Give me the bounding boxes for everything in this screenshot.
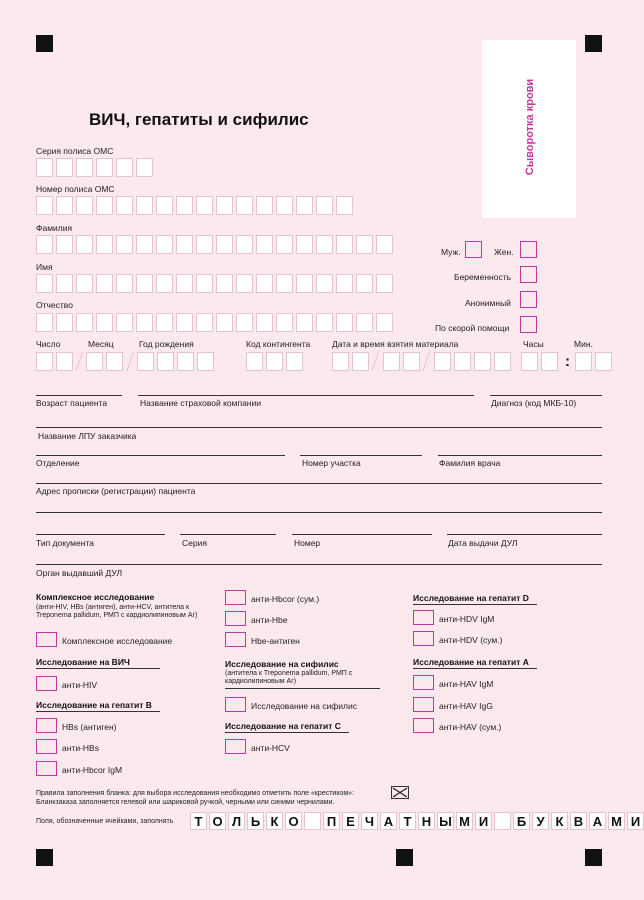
birth-year-cells[interactable]: [137, 352, 214, 371]
input-cell[interactable]: [276, 313, 293, 332]
input-cell[interactable]: [216, 313, 233, 332]
month-label: Месяц: [88, 339, 114, 349]
issue-date-label: Дата выдачи ДУЛ: [448, 538, 518, 548]
input-cell[interactable]: [96, 274, 113, 293]
anti-hbcor-total-checkbox[interactable]: [225, 590, 246, 605]
input-cell[interactable]: [196, 235, 213, 254]
contingent-code-cells[interactable]: [246, 352, 303, 371]
input-cell[interactable]: [296, 274, 313, 293]
letter-cell: Т: [190, 812, 207, 830]
minutes-label: Мин.: [574, 339, 593, 349]
input-cell[interactable]: [136, 158, 153, 177]
anti-hav-igm-label: анти-HAV IgM: [439, 679, 494, 689]
input-cell[interactable]: [316, 235, 333, 254]
syphilis-desc: (антитела к Treponema pallidum, РМП с кардиолипиновым Аг): [225, 670, 380, 689]
input-cell[interactable]: [176, 235, 193, 254]
sampling-minutes-cells[interactable]: [575, 352, 612, 371]
anti-hbcor-total-label: анти-Hbcor (сум.): [251, 594, 320, 604]
letter-cell: А: [380, 812, 397, 830]
ambulance-checkbox[interactable]: [520, 316, 537, 333]
doctor-label: Фамилия врача: [439, 458, 501, 468]
birth-day-cells[interactable]: [36, 352, 73, 371]
diagnosis-line[interactable]: [490, 395, 602, 396]
input-cell[interactable]: [36, 196, 53, 215]
day-label: Число: [36, 339, 61, 349]
registration-marker: [585, 849, 602, 866]
first-name-label: Имя: [36, 262, 53, 272]
date-separator: [75, 350, 83, 371]
sample-type-label: Сыворотка крови: [524, 78, 536, 176]
input-cell[interactable]: [156, 274, 173, 293]
department-line[interactable]: [36, 455, 285, 456]
anti-hbs-label: анти-HBs: [62, 743, 99, 753]
anti-hbs-checkbox[interactable]: [36, 739, 57, 754]
ambulance-label: По скорой помощи: [435, 323, 510, 333]
pregnancy-label: Беременность: [454, 272, 512, 282]
input-cell[interactable]: [136, 313, 153, 332]
input-cell[interactable]: [296, 235, 313, 254]
input-cell[interactable]: [356, 235, 373, 254]
anti-hdv-igm-checkbox[interactable]: [413, 610, 434, 625]
input-cell[interactable]: [56, 196, 73, 215]
district-line[interactable]: [300, 455, 422, 456]
input-cell[interactable]: [176, 274, 193, 293]
number-line[interactable]: [292, 534, 432, 535]
letter-cell: [494, 812, 511, 830]
anti-hav-total-label: анти-HAV (сум.): [439, 722, 502, 732]
age-line[interactable]: [36, 395, 122, 396]
input-cell[interactable]: [116, 235, 133, 254]
input-cell[interactable]: [36, 313, 53, 332]
anti-hbcor-igm-checkbox[interactable]: [36, 761, 57, 776]
input-cell[interactable]: [176, 196, 193, 215]
contingent-code-label: Код контингента: [246, 339, 311, 349]
address-label: Адрес прописки (регистрации) пациента: [36, 486, 196, 496]
letter-cell: Ч: [361, 812, 378, 830]
department-label: Отделение: [36, 458, 80, 468]
input-cell[interactable]: [76, 196, 93, 215]
input-cell[interactable]: [156, 313, 173, 332]
input-cell[interactable]: [356, 313, 373, 332]
letter-cell: О: [209, 812, 226, 830]
input-cell[interactable]: [116, 274, 133, 293]
hbs-antigen-label: HBs (антиген): [62, 722, 117, 732]
input-cell[interactable]: [276, 196, 293, 215]
letter-cell: П: [323, 812, 340, 830]
registration-marker: [585, 35, 602, 52]
hours-label: Часы: [523, 339, 544, 349]
anti-hdv-total-checkbox[interactable]: [413, 631, 434, 646]
input-cell[interactable]: [136, 196, 153, 215]
doc-type-label: Тип документа: [36, 538, 94, 548]
input-cell[interactable]: [196, 196, 213, 215]
sampling-datetime-label: Дата и время взятия материала: [332, 339, 459, 349]
input-cell[interactable]: [76, 158, 93, 177]
letter-cell: А: [589, 812, 606, 830]
letter-cell: Т: [399, 812, 416, 830]
insurance-label: Название страховой компании: [140, 398, 261, 408]
hep-c-header: Исследование на гепатит С: [225, 721, 349, 733]
anti-hcv-checkbox[interactable]: [225, 739, 246, 754]
input-cell[interactable]: [76, 235, 93, 254]
input-cell[interactable]: [216, 196, 233, 215]
input-cell[interactable]: [236, 235, 253, 254]
letter-cell: [304, 812, 321, 830]
issuer-line[interactable]: [36, 564, 602, 565]
hep-d-header: Исследование на гепатит D: [413, 593, 537, 605]
complex-header: Комплексное исследование: [36, 592, 155, 602]
rules-line-3: Поля, обозначенные ячейками, заполнять: [36, 818, 174, 825]
first-name-cells[interactable]: [36, 274, 393, 293]
last-name-cells[interactable]: [36, 235, 393, 254]
syphilis-header: Исследование на сифилис: [225, 659, 339, 669]
input-cell[interactable]: [256, 196, 273, 215]
hiv-header: Исследование на ВИЧ: [36, 657, 160, 669]
female-label: Жен.: [494, 247, 514, 257]
time-separator: :: [565, 353, 570, 370]
block-letters-sample: [190, 812, 644, 830]
input-cell[interactable]: [56, 235, 73, 254]
anti-hdv-total-label: анти-HDV (сум.): [439, 635, 503, 645]
input-cell[interactable]: [336, 196, 353, 215]
input-cell[interactable]: [256, 313, 273, 332]
policy-number-label: Номер полиса ОМС: [36, 184, 115, 194]
hbe-antigen-checkbox[interactable]: [225, 632, 246, 647]
complex-checkbox[interactable]: [36, 632, 57, 647]
doc-type-line[interactable]: [36, 534, 165, 535]
registration-marker: [36, 849, 53, 866]
anti-hav-igg-checkbox[interactable]: [413, 697, 434, 712]
cross-example-icon: [391, 786, 409, 799]
form-title: ВИЧ, гепатиты и сифилис: [89, 110, 309, 129]
input-cell[interactable]: [36, 235, 53, 254]
input-cell[interactable]: [116, 196, 133, 215]
anti-hbcor-igm-label: анти-Hbcor IgM: [62, 765, 123, 775]
letter-cell: М: [608, 812, 625, 830]
series-label: Серия: [182, 538, 207, 548]
input-cell[interactable]: [216, 235, 233, 254]
input-cell[interactable]: [376, 274, 393, 293]
input-cell[interactable]: [256, 274, 273, 293]
input-cell[interactable]: [96, 235, 113, 254]
letter-cell: И: [627, 812, 644, 830]
letter-cell: Л: [228, 812, 245, 830]
anti-hav-igm-checkbox[interactable]: [413, 675, 434, 690]
male-label: Муж.: [441, 247, 461, 257]
sampling-year-cells[interactable]: [434, 352, 511, 371]
policy-series-label: Серия полиса ОМС: [36, 146, 114, 156]
letter-cell: Е: [342, 812, 359, 830]
registration-marker: [396, 849, 413, 866]
input-cell[interactable]: [236, 196, 253, 215]
input-cell[interactable]: [296, 196, 313, 215]
number-label: Номер: [294, 538, 321, 548]
anti-hiv-label: анти-HIV: [62, 680, 98, 690]
address-line-2[interactable]: [36, 512, 602, 513]
input-cell[interactable]: [116, 313, 133, 332]
sampling-hours-cells[interactable]: [521, 352, 558, 371]
birth-month-cells[interactable]: [86, 352, 123, 371]
input-cell[interactable]: [336, 313, 353, 332]
patronymic-label: Отчество: [36, 300, 73, 310]
input-cell[interactable]: [36, 158, 53, 177]
letter-cell: О: [285, 812, 302, 830]
anti-hcv-label: анти-HCV: [251, 743, 290, 753]
anti-hbe-label: анти-Hbe: [251, 615, 288, 625]
input-cell[interactable]: [96, 313, 113, 332]
last-name-label: Фамилия: [36, 223, 73, 233]
input-cell[interactable]: [336, 274, 353, 293]
sampling-day-cells[interactable]: [332, 352, 369, 371]
input-cell[interactable]: [136, 235, 153, 254]
date-separator: [371, 350, 379, 371]
anti-hiv-checkbox[interactable]: [36, 676, 57, 691]
syphilis-label: Исследование на сифилис: [251, 701, 357, 711]
address-line-1[interactable]: [36, 483, 602, 484]
input-cell[interactable]: [156, 235, 173, 254]
lpu-label: Название ЛПУ заказчика: [38, 431, 137, 441]
policy-series-cells[interactable]: [36, 158, 153, 177]
letter-cell: Ы: [437, 812, 454, 830]
hep-b-header: Исследование на гепатит В: [36, 700, 160, 712]
date-separator: [126, 350, 134, 371]
input-cell[interactable]: [316, 274, 333, 293]
complex-desc: (анти-HIV, HBs (антиген), анти-HCV, антитела к Treponema pallidum, РМП с кардиолипиновым Аг): [36, 604, 198, 619]
input-cell[interactable]: [236, 274, 253, 293]
complex-item-label: Комплексное исследование: [62, 636, 173, 646]
anti-hav-total-checkbox[interactable]: [413, 718, 434, 733]
age-label: Возраст пациента: [36, 398, 108, 408]
anonymous-label: Анонимный: [465, 298, 511, 308]
issuer-label: Орган выдавший ДУЛ: [36, 568, 123, 578]
district-label: Номер участка: [302, 458, 361, 468]
anti-hav-igg-label: анти-HAV IgG: [439, 701, 493, 711]
input-cell[interactable]: [96, 158, 113, 177]
input-cell[interactable]: [296, 313, 313, 332]
registration-marker: [36, 35, 53, 52]
input-cell[interactable]: [256, 235, 273, 254]
input-cell[interactable]: [136, 274, 153, 293]
input-cell[interactable]: [156, 196, 173, 215]
input-cell[interactable]: [36, 274, 53, 293]
letter-cell: И: [475, 812, 492, 830]
syphilis-checkbox[interactable]: [225, 697, 246, 712]
input-cell[interactable]: [316, 196, 333, 215]
policy-number-cells[interactable]: [36, 196, 353, 215]
issue-date-line[interactable]: [447, 534, 602, 535]
letter-cell: К: [551, 812, 568, 830]
input-cell[interactable]: [236, 313, 253, 332]
patronymic-cells[interactable]: [36, 313, 393, 332]
input-cell[interactable]: [196, 274, 213, 293]
input-cell[interactable]: [336, 235, 353, 254]
input-cell[interactable]: [276, 274, 293, 293]
letter-cell: К: [266, 812, 283, 830]
lpu-line[interactable]: [36, 427, 602, 428]
input-cell[interactable]: [196, 313, 213, 332]
input-cell[interactable]: [76, 274, 93, 293]
diagnosis-label: Диагноз (код МКБ-10): [491, 398, 577, 408]
letter-cell: Н: [418, 812, 435, 830]
input-cell[interactable]: [376, 235, 393, 254]
rules-line-1: Правила заполнения бланка: для выбора исследования необходимо отметить поле «крестиком»:: [36, 790, 354, 797]
hbs-antigen-checkbox[interactable]: [36, 718, 57, 733]
birth-year-label: Год рождения: [139, 339, 194, 349]
input-cell[interactable]: [56, 158, 73, 177]
anti-hbe-checkbox[interactable]: [225, 611, 246, 626]
anti-hdv-igm-label: анти-HDV IgM: [439, 614, 495, 624]
letter-cell: Ь: [247, 812, 264, 830]
input-cell[interactable]: [376, 313, 393, 332]
input-cell[interactable]: [56, 274, 73, 293]
input-cell[interactable]: [316, 313, 333, 332]
insurance-line[interactable]: [138, 395, 474, 396]
series-line[interactable]: [180, 534, 276, 535]
doctor-line[interactable]: [438, 455, 602, 456]
sampling-month-cells[interactable]: [383, 352, 420, 371]
input-cell[interactable]: [176, 313, 193, 332]
input-cell[interactable]: [56, 313, 73, 332]
female-checkbox[interactable]: [520, 241, 537, 258]
hbe-antigen-label: Hbe-антиген: [251, 636, 300, 646]
input-cell[interactable]: [216, 274, 233, 293]
letter-cell: Б: [513, 812, 530, 830]
letter-cell: В: [570, 812, 587, 830]
input-cell[interactable]: [356, 274, 373, 293]
input-cell[interactable]: [276, 235, 293, 254]
letter-cell: М: [456, 812, 473, 830]
letter-cell: У: [532, 812, 549, 830]
input-cell[interactable]: [116, 158, 133, 177]
pregnancy-checkbox[interactable]: [520, 266, 537, 283]
input-cell[interactable]: [76, 313, 93, 332]
date-separator: [422, 350, 430, 371]
anonymous-checkbox[interactable]: [520, 291, 537, 308]
rules-line-2: Бланкзаказа заполняется гелевой или шариковой ручкой, черными или синими чернилами.: [36, 799, 335, 806]
input-cell[interactable]: [96, 196, 113, 215]
hep-a-header: Исследование на гепатит А: [413, 657, 537, 669]
male-checkbox[interactable]: [465, 241, 482, 258]
